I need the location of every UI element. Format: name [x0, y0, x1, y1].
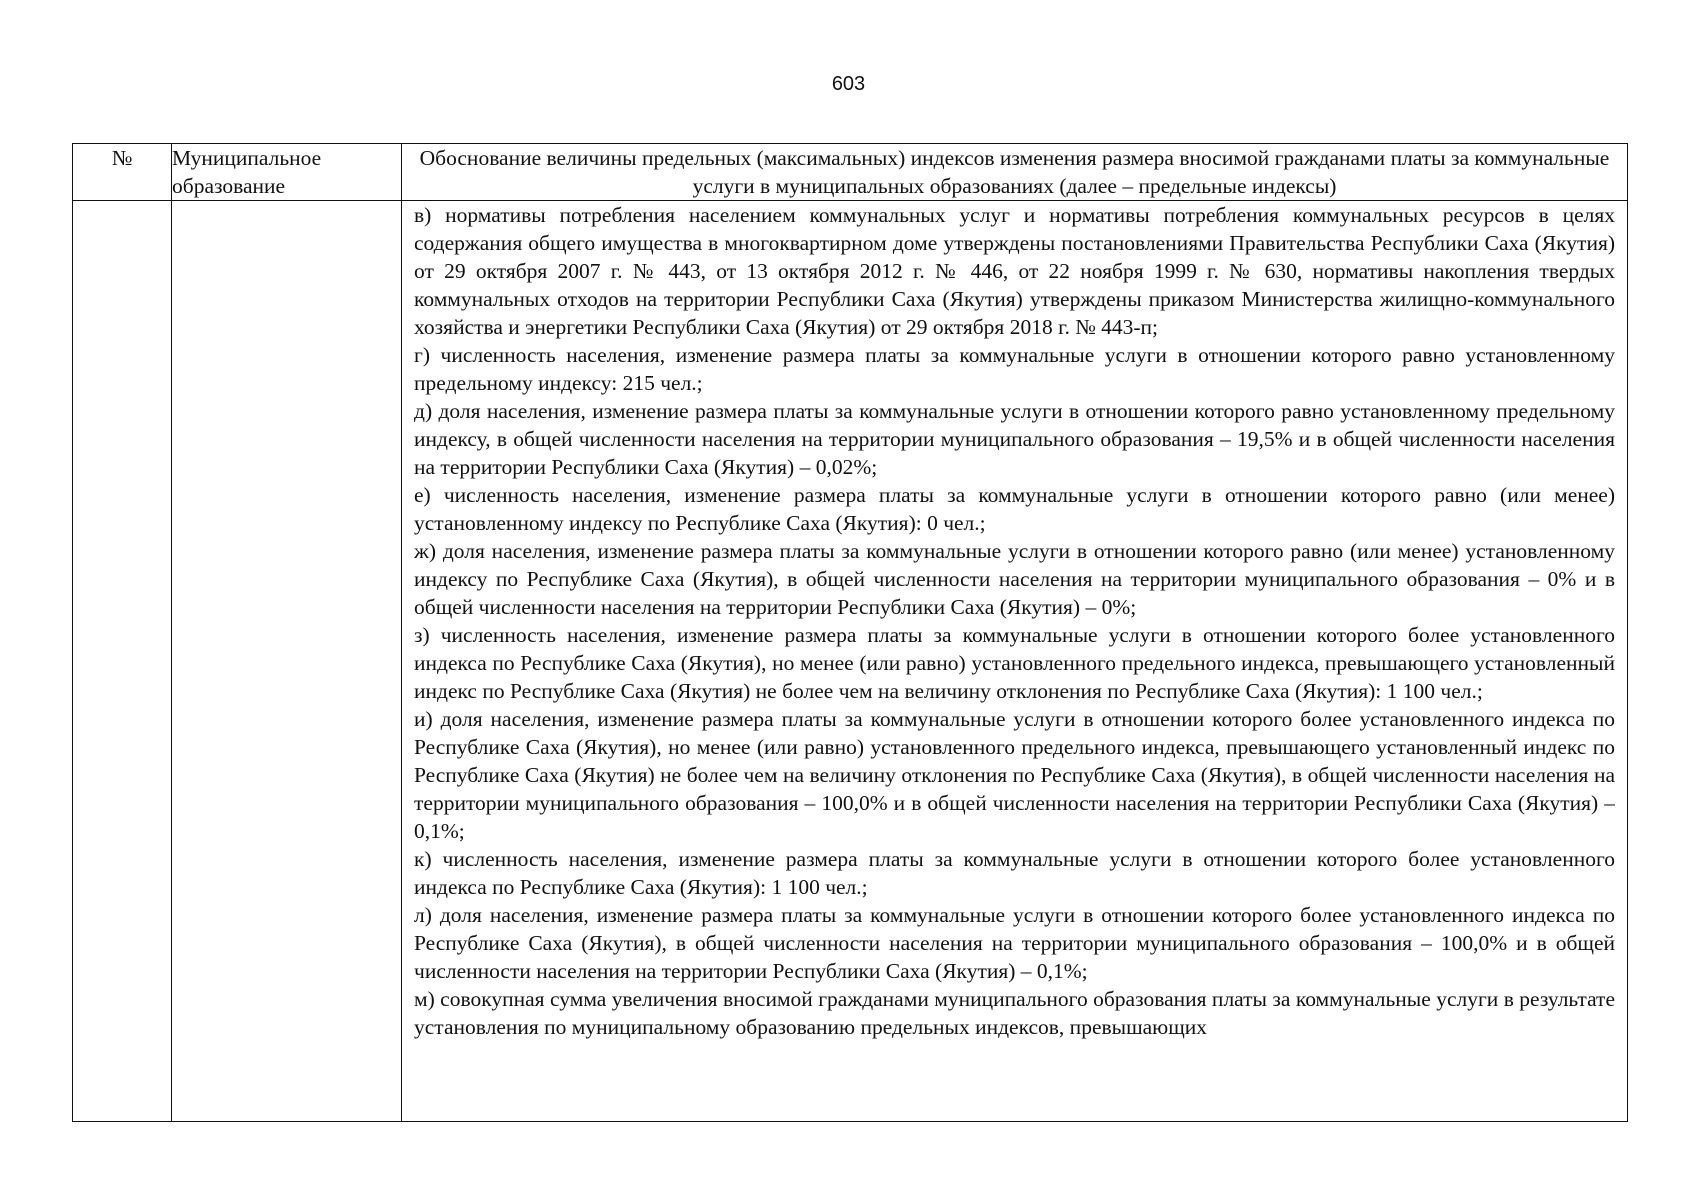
justification-text	[414, 201, 1615, 1121]
table-header-row	[73, 144, 1628, 201]
justification-table	[72, 143, 1628, 1122]
paragraph-z: з) численность населения, изменение размера платы за коммунальные услуги в отношении которого более установленного индекса по Республике Саха (Якутия), но менее (или равно) установленного предельного индекса, превышающего установленный индекс по Республике Саха (Якутия) не более чем на величину отклонения по Республике Саха (Якутия): 1 100 чел.;	[414, 623, 1615, 703]
row-number-cell	[73, 201, 172, 1122]
paragraph-zh: ж) доля населения, изменение размера платы за коммунальные услуги в отношении которого равно (или менее) установленному индексу по Республике Саха (Якутия), в общей численности населения на территории муниципального образования – 0% и в общей численности населения на территории Республики Саха (Якутия) – 0%;	[414, 539, 1615, 619]
row-municipality-cell	[172, 201, 402, 1122]
paragraph-g: г) численность населения, изменение размера платы за коммунальные услуги в отношении которого равно установленному предельному индексу: 215 чел.;	[414, 343, 1615, 395]
paragraph-l: л) доля населения, изменение размера платы за коммунальные услуги в отношении которого более установленного индекса по Республике Саха (Якутия), в общей численности населения на территории муниципального образования – 100,0% и в общей численности населения на территории Республики Саха (Якутия) – 0,1%;	[414, 903, 1615, 983]
table-row	[73, 201, 1628, 1122]
paragraph-m: м) совокупная сумма увеличения вносимой гражданами муниципального образования платы за коммунальные услуги в результате установления по муниципальному образованию предельных индексов, превышающих	[414, 987, 1615, 1039]
paragraph-k: к) численность населения, изменение размера платы за коммунальные услуги в отношении которого более установленного индекса по Республике Саха (Якутия): 1 100 чел.;	[414, 847, 1615, 899]
paragraph-d: д) доля населения, изменение размера платы за коммунальные услуги в отношении которого равно установленному предельному индексу, в общей численности населения на территории муниципального образования – 19,5% и в общей численности населения на территории Республики Саха (Якутия) – 0,02%;	[414, 399, 1615, 479]
page-number: 603	[831, 73, 866, 95]
paragraph-e: е) численность населения, изменение размера платы за коммунальные услуги в отношении которого равно (или менее) установленному индексу по Республике Саха (Якутия): 0 чел.;	[414, 483, 1615, 535]
header-number: №	[73, 144, 172, 201]
header-justification: Обоснование величины предельных (максимальных) индексов изменения размера вносимой гражданами платы за коммунальные услуги в муниципальных образованиях (далее – предельные индексы)	[402, 144, 1628, 201]
header-municipality: Муниципальное образование	[172, 144, 402, 201]
paragraph-v: в) нормативы потребления населением коммунальных услуг и нормативы потребления коммунальных ресурсов в целях содержания общего имущества в многоквартирном доме утверждены постановлениями Правительства Республики Саха (Якутия) от 29 октября 2007 г. № 443, от 13 октября 2012 г. № 446, от 22 ноября 1999 г. № 630, нормативы накопления твердых коммунальных отходов на территории Республики Саха (Якутия) утверждены приказом Министерства жилищно-коммунального хозяйства и энергетики Республики Саха (Якутия) от 29 октября 2018 г. № 443-п;	[414, 203, 1615, 339]
row-justification-cell	[402, 201, 1628, 1122]
paragraph-i: и) доля населения, изменение размера платы за коммунальные услуги в отношении которого более установленного индекса по Республике Саха (Якутия), но менее (или равно) установленного предельного индекса, превышающего установленный индекс по Республике Саха (Якутия) не более чем на величину отклонения по Республике Саха (Якутия), в общей численности населения на территории муниципального образования – 100,0% и в общей численности населения на территории Республики Саха (Якутия) – 0,1%;	[414, 707, 1615, 843]
